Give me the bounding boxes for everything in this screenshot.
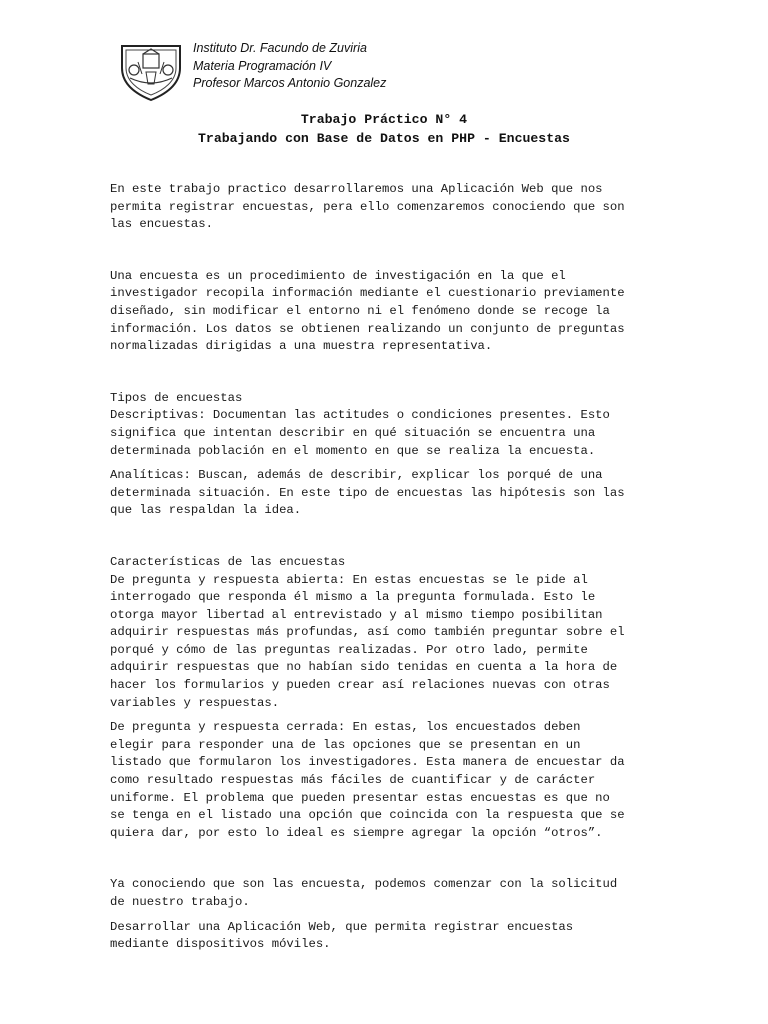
text-line: información. Los datos se obtienen realizando un conjunto de preguntas xyxy=(110,321,625,336)
text-line: Descriptivas: Documentan las actitudes o condiciones presentes. Esto xyxy=(110,408,610,423)
text-line: se tenga en el listado una opción que coincida con la respuesta que se xyxy=(110,808,625,823)
text-line: listado que formularon los investigadores. Esta manera de encuestar da xyxy=(110,755,625,770)
subject-name: Materia Programación IV xyxy=(193,58,332,73)
text-line: diseñado, sin modificar el entorno ni el fenómeno donde se recoge la xyxy=(110,303,610,318)
section-heading-characteristics: Características de las encuestas xyxy=(110,554,346,569)
text-line: significa que intentan describir en qué situación se encuentra una xyxy=(110,425,596,440)
text-line: quiera dar, por esto lo ideal es siempre agregar la opción “otros”. xyxy=(110,825,603,840)
text-line: hacer los formularios y pueden crear así relaciones nuevas con otras xyxy=(110,678,610,693)
text-line: variables y respuestas. xyxy=(110,695,280,710)
text-line: de nuestro trabajo. xyxy=(110,895,250,909)
text-line: investigador recopila información mediante el cuestionario previamente xyxy=(110,286,625,301)
institute-name: Instituto Dr. Facundo de Zuviria xyxy=(193,41,367,55)
document-header xyxy=(116,40,386,102)
institute-shield-logo-icon xyxy=(116,40,186,102)
text-line: normalizadas dirigidas a una muestra representativa. xyxy=(110,339,493,354)
text-line: interrogado que responda él mismo a la pregunta formulada. Esto le xyxy=(110,590,596,605)
text-line: De pregunta y respuesta abierta: En estas encuestas se le pide al xyxy=(110,572,588,587)
title-line-2: Trabajando con Base de Datos en PHP - Encuestas xyxy=(198,131,570,146)
document-body xyxy=(110,181,670,954)
section-request xyxy=(110,876,670,953)
text-line: permita registrar encuestas, pera ello comenzaremos conociendo que son xyxy=(110,199,625,214)
text-line: Ya conociendo que son las encuesta, podemos comenzar con la solicitud xyxy=(110,877,618,892)
text-line: como resultado respuestas más fáciles de cuantificar y de carácter xyxy=(110,773,596,788)
professor-name: Profesor Marcos Antonio Gonzalez xyxy=(193,76,387,90)
text-line: mediante dispositivos móviles. xyxy=(110,937,331,952)
paragraph-intro xyxy=(110,181,670,234)
section-characteristics xyxy=(110,554,670,843)
text-line: determinada población en el momento en que se realiza la encuesta. xyxy=(110,443,596,458)
text-line: En este trabajo practico desarrollaremos una Aplicación Web que nos xyxy=(110,182,603,196)
paragraph-definition xyxy=(110,268,670,356)
text-line: las encuestas. xyxy=(110,217,213,232)
text-line: que las respaldan la idea. xyxy=(110,503,302,518)
text-line: adquirir respuestas que no habían sido tenidas en cuenta a la hora de xyxy=(110,660,618,675)
text-line: adquirir respuestas más profundas, así como también preguntar sobre el xyxy=(110,625,625,640)
text-line: Una encuesta es un procedimiento de investigación en la que el xyxy=(110,268,566,283)
text-line: uniforme. El problema que pueden presentar estas encuestas es que no xyxy=(110,790,610,805)
section-heading-types: Tipos de encuestas xyxy=(110,390,243,405)
text-line: otorga mayor libertad al entrevistado y al mismo tiempo posibilitan xyxy=(110,607,603,622)
text-line: porqué y cómo de las preguntas realizadas. Por otro lado, permite xyxy=(110,642,588,657)
header-text xyxy=(193,40,386,93)
title-line-1: Trabajo Práctico N° 4 xyxy=(300,112,468,127)
document-title xyxy=(0,110,768,148)
text-line: Desarrollar una Aplicación Web, que permita registrar encuestas xyxy=(110,919,574,934)
section-types xyxy=(110,390,670,520)
text-line: determinada situación. En este tipo de encuestas las hipótesis son las xyxy=(110,485,625,500)
text-line: Analíticas: Buscan, además de describir, explicar los porqué de una xyxy=(110,468,603,483)
text-line: De pregunta y respuesta cerrada: En estas, los encuestados deben xyxy=(110,720,581,735)
text-line: elegir para responder una de las opciones que se presentan en un xyxy=(110,737,581,752)
